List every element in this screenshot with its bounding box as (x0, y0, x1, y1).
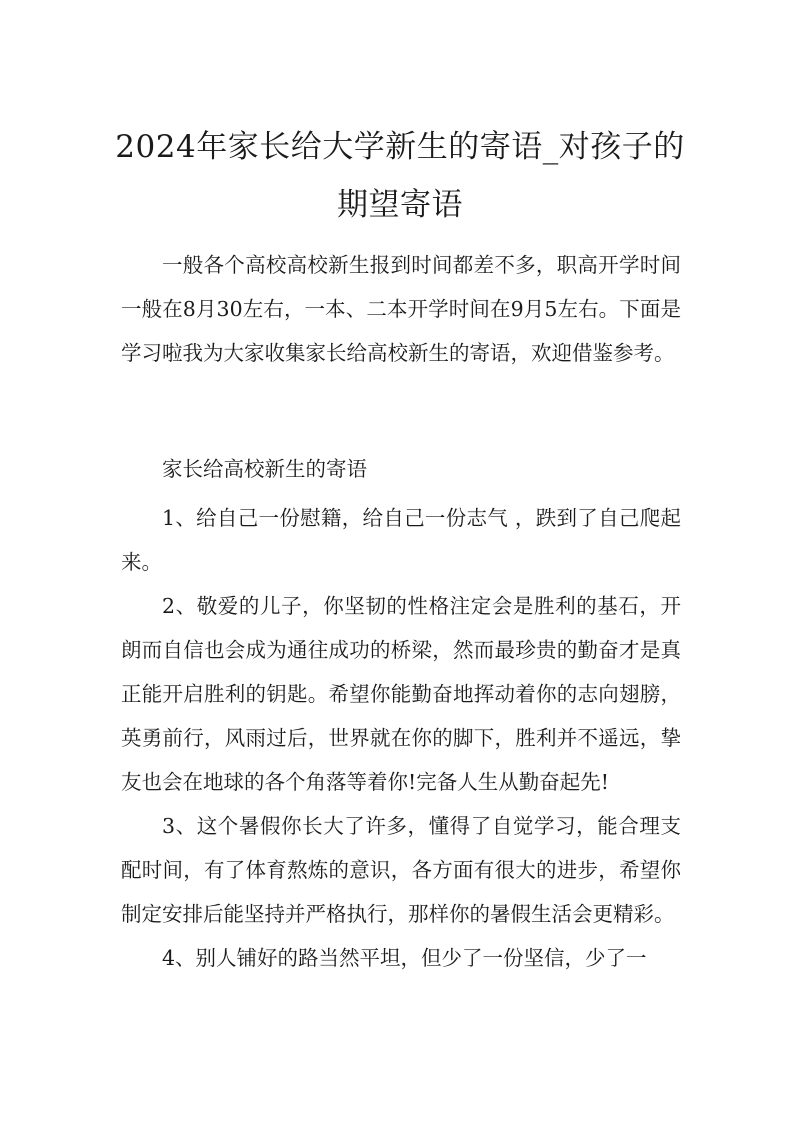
intro-block (121, 243, 681, 375)
list-item: 4、别人铺好的路当然平坦，但少了一份坚信，少了一 (162, 946, 647, 970)
list-item: 2、敬爱的儿子，你坚韧的性格注定会是胜利的基石，开朗而自信也会成为通往成功的桥梁，然而最珍贵的勤奋才是真正能开启胜利的钥匙。希望你能勤奋地挥动着你的志向翅膀，英勇前行，风雨过后，世界就在你的脚下，胜利并不遥远，挚友也会在地球的各个角落等着你!完备人生从勤奋起先! (121, 594, 681, 794)
page-title: 2024年家长给大学新生的寄语_对孩子的期望寄语 (115, 129, 685, 223)
section-heading: 家长给高校新生的寄语 (162, 457, 367, 481)
intro-paragraph: 一般各个高校高校新生报到时间都差不多，职高开学时间一般在8月30左右，一本、二本开学时间在9月5左右。下面是学习啦我为大家收集家长给高校新生的寄语，欢迎借鉴参考。 (121, 253, 681, 365)
section-heading-block (121, 447, 681, 491)
wishes-list (121, 496, 681, 980)
list-item: 1、给自己一份慰籍，给自己一份志气 ，跌到了自己爬起来。 (121, 506, 681, 574)
list-item: 3、这个暑假你长大了许多，懂得了自觉学习，能合理支配时间，有了体育熬炼的意识，各方面有很大的进步，希望你制定安排后能坚持并严格执行，那样你的暑假生活会更精彩。 (121, 814, 681, 926)
